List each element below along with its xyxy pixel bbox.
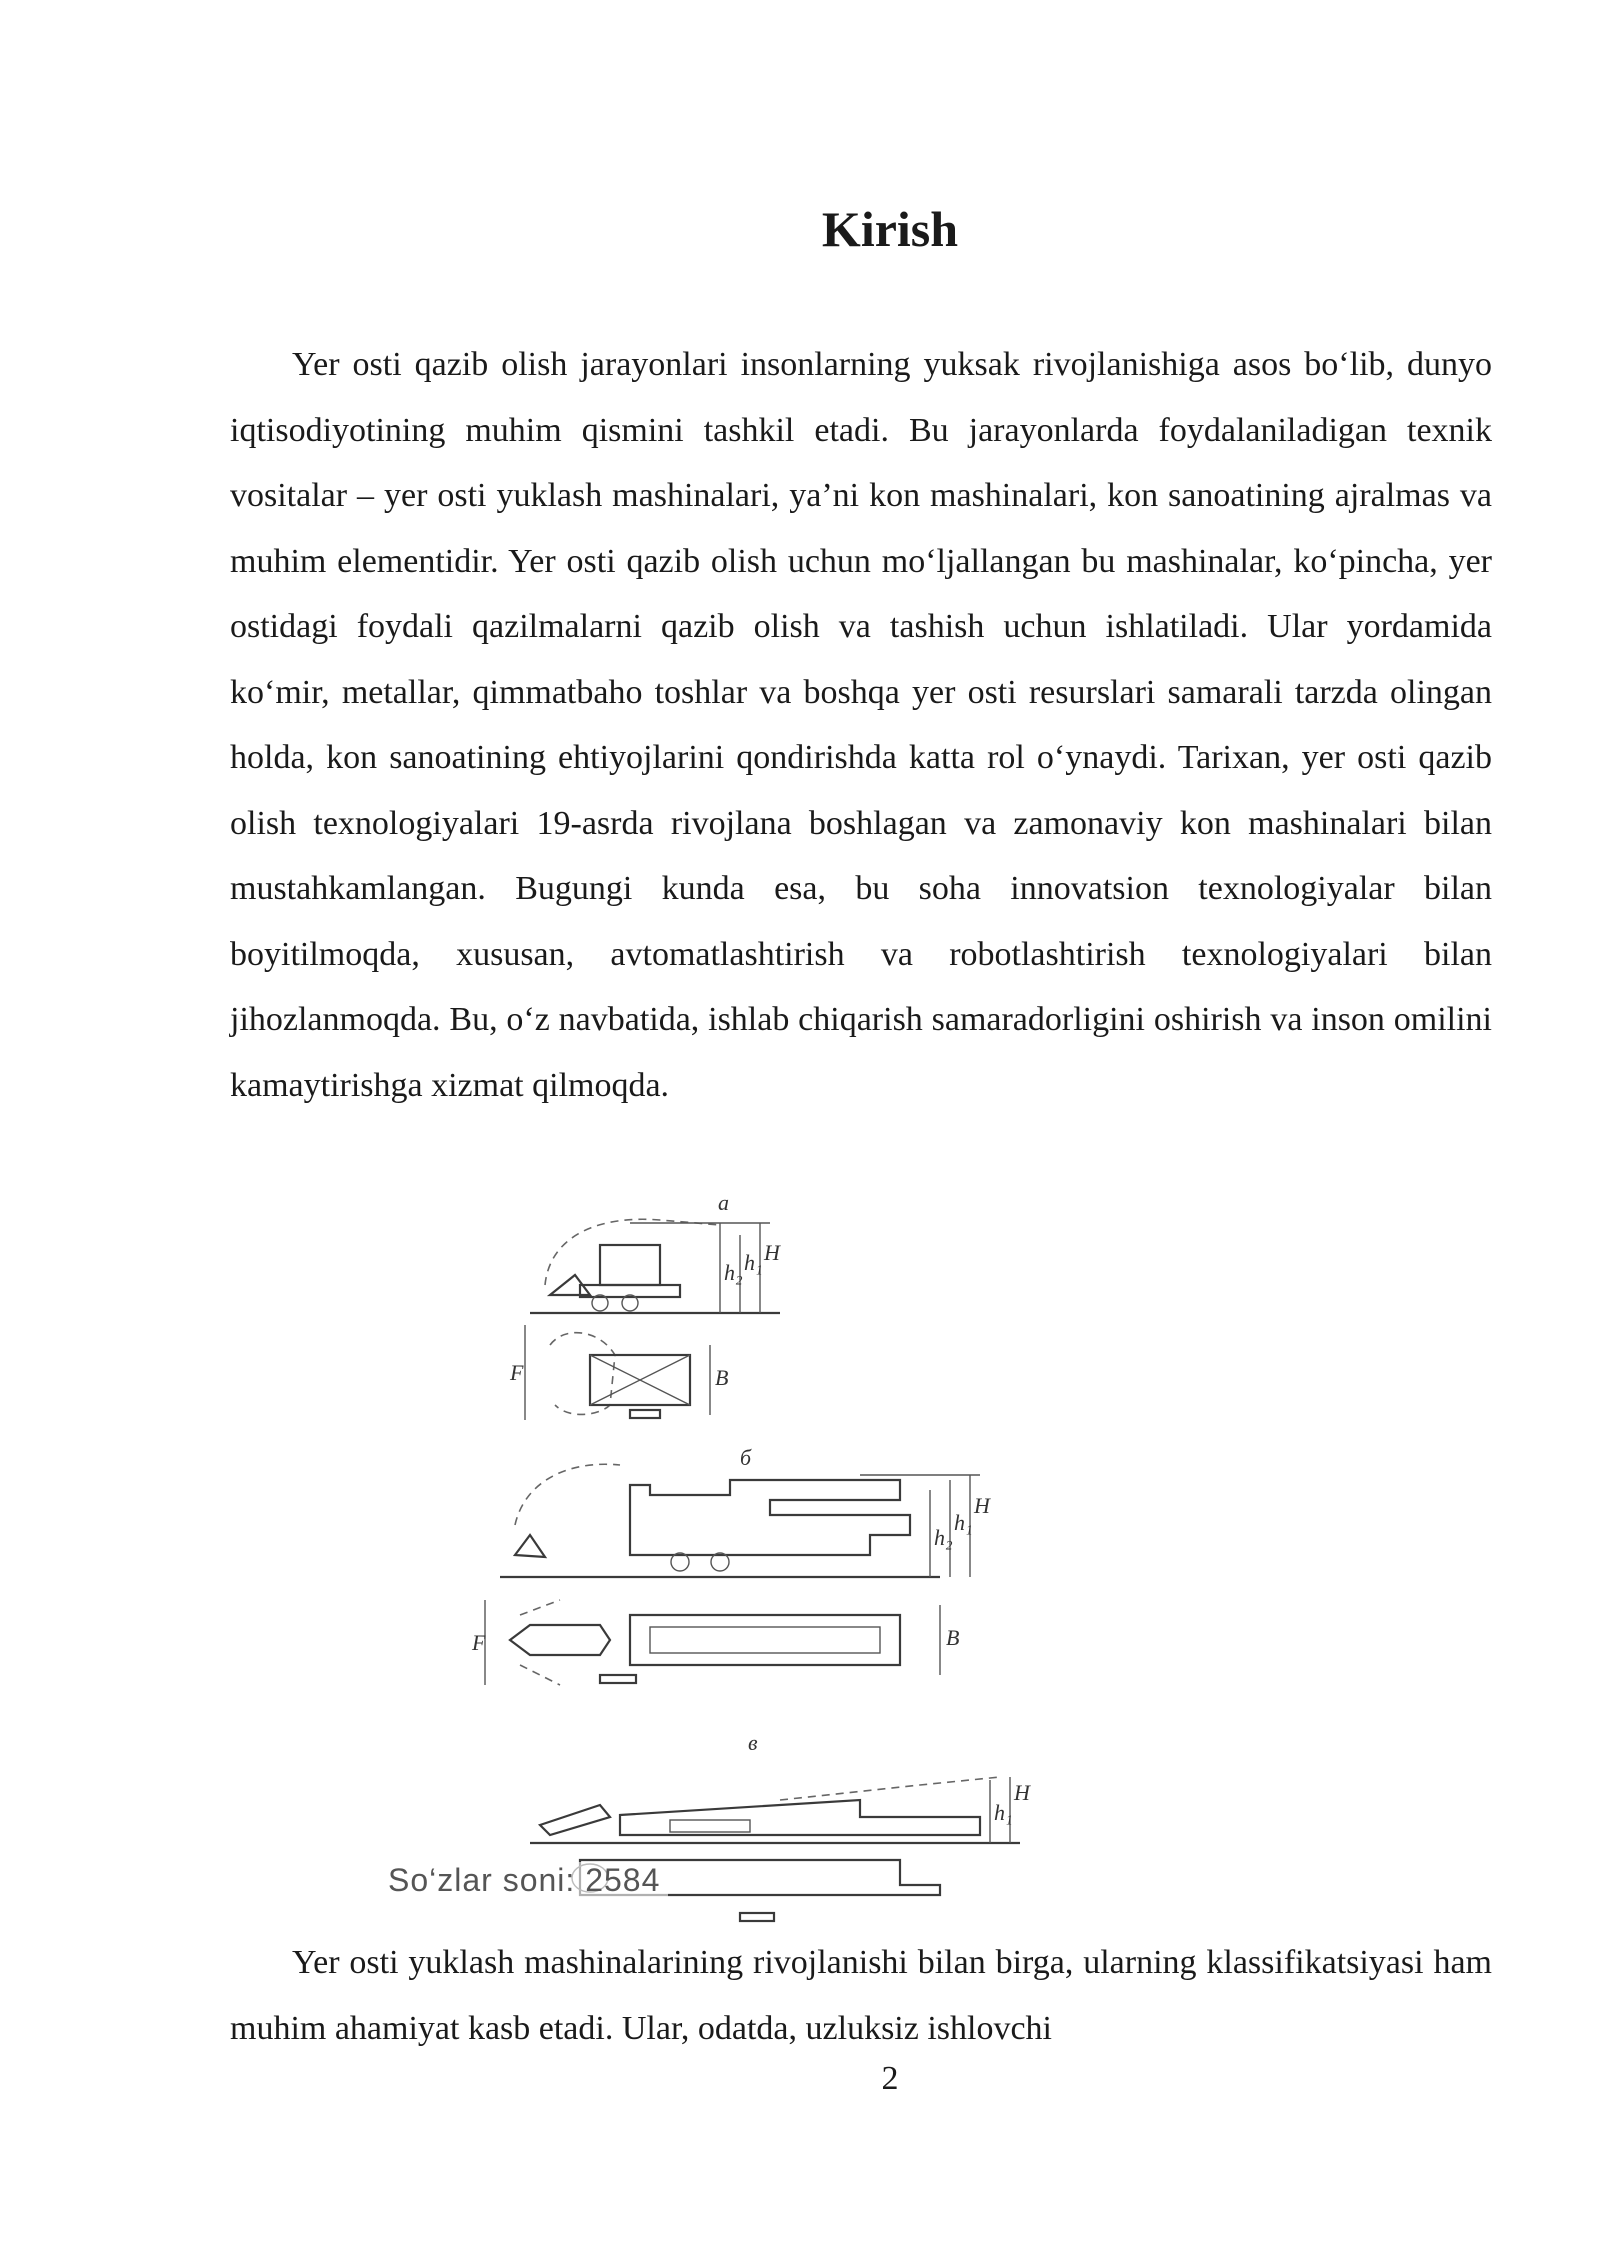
dim-h1-a: h₁ (744, 1250, 763, 1275)
loader-machines-figure (300, 1195, 1300, 1935)
dim-H-a: H (764, 1240, 780, 1265)
dim-h2-a: h₂ (724, 1260, 743, 1285)
page-number: 2 (881, 2060, 899, 2097)
panel-label-v: в (748, 1730, 758, 1755)
dim-h2-b: h₂ (934, 1525, 953, 1550)
panel-b-side-view (500, 1464, 991, 1577)
dim-B-b: B (946, 1625, 960, 1650)
dim-F-b: F (472, 1630, 486, 1655)
figure-drawing (300, 1195, 1300, 1935)
panel-v-side-view (530, 1777, 1031, 1843)
panel-a-top-view (509, 1325, 728, 1420)
dim-B-a: B (715, 1365, 729, 1390)
panel-b-top-view (471, 1600, 959, 1685)
paragraph-classification: Yer osti yuklash mashinalarining rivojlanishi bilan birga, ularning klassifikatsiyasi ham muhim ahamiyat kasb etadi. Ular, odatda, uzluksiz ishlovchi (230, 1944, 1492, 2047)
dim-h1-v: h₁ (994, 1800, 1013, 1825)
word-count-watermark: So‘zlar soni: 2584 (380, 1862, 668, 1899)
dim-h1-b: h₁ (954, 1510, 973, 1535)
panel-a-side-view (530, 1219, 781, 1313)
page-title: Kirish (821, 201, 959, 257)
panel-label-b: б (740, 1445, 752, 1470)
dim-H-v: H (1014, 1780, 1030, 1805)
dim-F-a: F (510, 1360, 524, 1385)
panel-label-a: а (718, 1195, 729, 1215)
dim-H-b: H (974, 1493, 990, 1518)
paragraph-intro: Yer osti qazib olish jarayonlari insonlarning yuksak rivojlanishiga asos bo‘lib, dunyo iqtisodiyotining muhim qismini tashkil etadi. Bu jarayonlarda foydalaniladigan texnik vositalar – yer osti yuklash mashinalari, ya’ni kon mashinalari, kon sanoatining ajralmas va muhim elementidir. Yer osti qazib olish uchun mo‘ljallangan bu mashinalar, ko‘pincha, yer ostidagi foydali qazilmalarni qazib olish va tashish uchun ishlatiladi. Ular yordamida ko‘mir, metallar, qimmatbaho toshlar va boshqa yer osti resurslari samarali tarzda olingan holda, kon sanoatining ehtiyojlarini qondirishda katta rol o‘ynaydi. Tarixan, yer osti qazib olish texnologiyalari 19-asrda rivojlana boshlagan va zamonaviy kon mashinalari bilan mustahkamlangan. Bugungi kunda esa, bu soha innovatsion texnologiyalar bilan boyitilmoqda, xususan, avtomatlashtirish va robotlashtirish texnologiyalari bilan jihozlanmoqda. Bu, o‘z navbatida, ishlab chiqarish samaradorligini oshirish va inson omilini kamaytirishga xizmat qilmoqda. (230, 346, 1492, 1104)
